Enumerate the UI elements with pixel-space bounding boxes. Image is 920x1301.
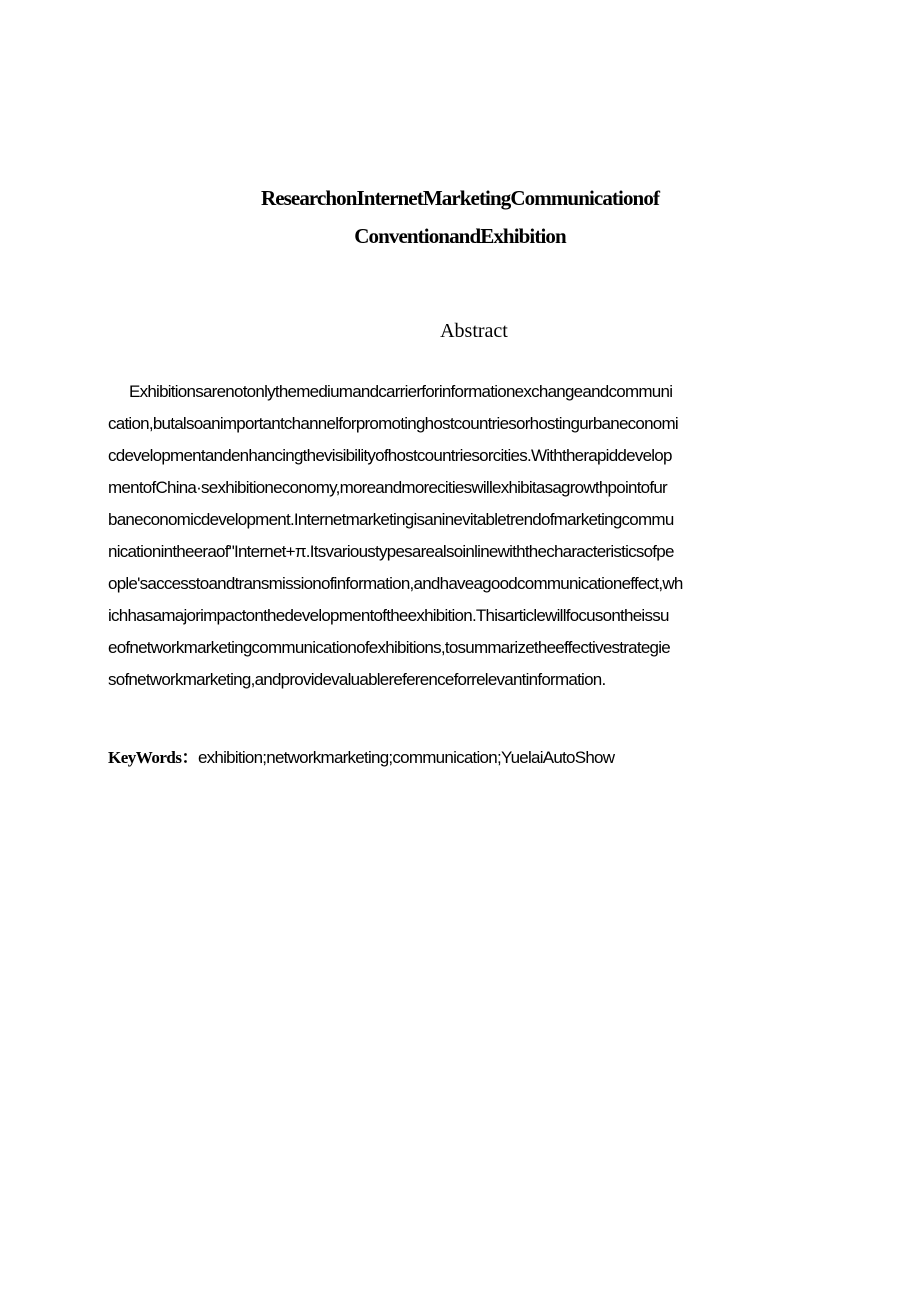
abstract-line: Exhibitionsarenotonlythemediumandcarrierforinformationexchangeandcommuni [129, 382, 673, 401]
paper-title-line-1: ResearchonInternetMarketingCommunicationof [260, 186, 660, 210]
paper-title-line-2: ConventionandExhibition [354, 224, 566, 248]
abstract-line: ople'saccesstoandtransmissionofinformation,andhaveagoodcommunicationeffect,wh [108, 574, 683, 593]
abstract-line: baneconomicdevelopment.Internetmarketingisaninevitabletrendofmarketingcommu [108, 510, 674, 529]
abstract-line: cation,butalsoanimportantchannelforpromotinghostcountriesorhostingurbaneconomi [108, 414, 678, 433]
abstract-line: ichhasamajorimpactonthedevelopmentoftheexhibition.Thisarticlewillfocusontheissu [108, 606, 669, 625]
abstract-line: sofnetworkmarketing,andprovidevaluablereferenceforrelevantinformation. [108, 670, 606, 689]
abstract-line: eofnetworkmarketingcommunicationofexhibitions,tosummarizetheeffectivestrategie [108, 638, 670, 657]
abstract-heading: Abstract [440, 320, 508, 342]
abstract-line: cdevelopmentandenhancingthevisibilityofhostcountriesorcities.Withtherapiddevelop [108, 446, 672, 465]
keywords-text: exhibition;networkmarketing;communication;YuelaiAutoShow [197, 748, 615, 767]
keywords-line [108, 748, 614, 769]
keywords-label: KeyWords： [108, 748, 198, 767]
abstract-line: mentofChina·sexhibitioneconomy,moreandmorecitieswillexhibitasagrowthpointofur [108, 478, 667, 497]
abstract-line: nicationintheeraof"Internet+π.Itsvarioustypesarealsoinlinewiththecharacteristicsofpe [108, 542, 674, 561]
